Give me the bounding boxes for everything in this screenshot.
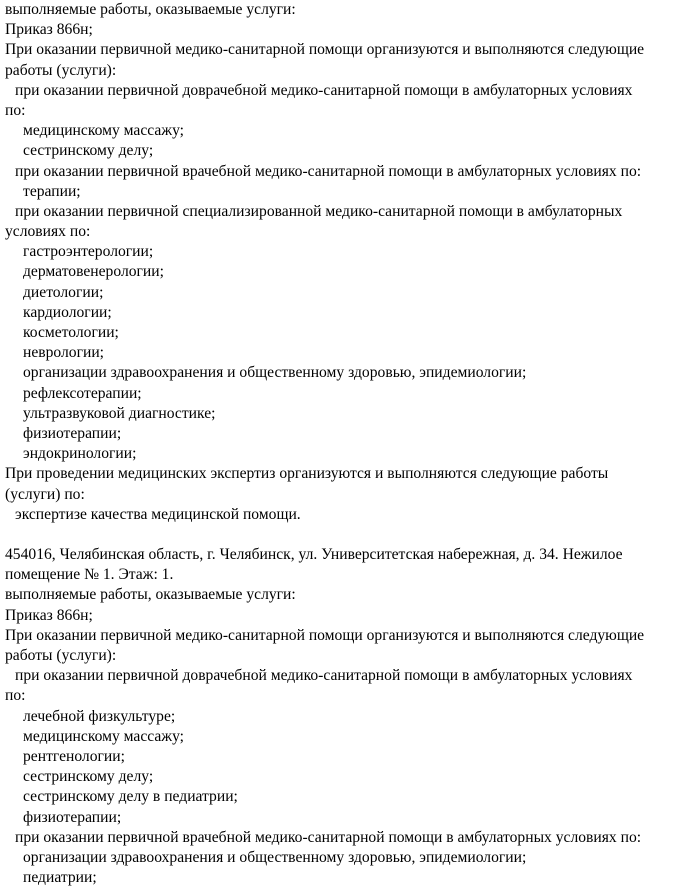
block1-text-line: гастроэнтерологии;: [23, 243, 154, 261]
block2-text-line: 454016, Челябинская область, г. Челябинск, ул. Университетская набережная, д. 34. Нежилое: [5, 546, 623, 564]
block1-text-line: диетологии;: [23, 283, 104, 301]
block1-text-line: организации здравоохранения и общественному здоровью, эпидемиологии;: [23, 364, 527, 382]
block1-text-line: дерматовенерологии;: [23, 263, 164, 281]
block1-text-line: неврологии;: [23, 344, 105, 362]
block1-text-line: по:: [5, 101, 26, 119]
block1-text-line: При проведении медицинских экспертиз организуются и выполняются следующие работы: [5, 465, 609, 483]
block-separator: [5, 525, 695, 545]
block2-text-line: при оказании первичной врачебной медико-санитарной помощи в амбулаторных условиях по:: [15, 828, 642, 846]
block2-text-line: При оказании первичной медико-санитарной помощи организуются и выполняются следующие: [5, 626, 645, 644]
block1-text-line: при оказании первичной специализированной медико-санитарной помощи в амбулаторных: [15, 202, 623, 220]
block1-text-line: Приказ 866н;: [5, 21, 93, 39]
block2-text-line: по:: [5, 687, 26, 705]
license-block-2: [5, 545, 695, 888]
block1-text-line: экспертизе качества медицинской помощи.: [15, 505, 301, 523]
block1-text-line: (услуги) по:: [5, 485, 85, 503]
block2-text-line: педиатрии;: [23, 869, 97, 887]
block2-text-line: помещение № 1. Этаж: 1.: [5, 566, 174, 584]
block2-text-line: медицинскому массажу;: [23, 727, 185, 745]
block2-text-line: сестринскому делу в педиатрии;: [23, 788, 238, 806]
block2-text-line: Приказ 866н;: [5, 606, 93, 624]
block2-text-line: работы (услуги):: [5, 647, 117, 664]
block1-text-line: кардиологии;: [23, 303, 112, 321]
block1-text-line: при оказании первичной врачебной медико-санитарной помощи в амбулаторных условиях по:: [15, 162, 642, 180]
block1-text-line: медицинскому массажу;: [23, 122, 185, 140]
block1-text-line: терапии;: [23, 182, 81, 200]
block2-text-line: лечебной физкультуре;: [23, 707, 176, 725]
block1-text-line: выполняемые работы, оказываемые услуги:: [5, 1, 296, 18]
block2-text-line: выполняемые работы, оказываемые услуги:: [5, 586, 296, 604]
block1-text-line: работы (услуги):: [5, 61, 117, 79]
block1-text-line: условиях по:: [5, 223, 91, 241]
block1-text-line: физиотерапии;: [23, 424, 122, 442]
block2-text-line: при оказании первичной доврачебной медико-санитарной помощи в амбулаторных условиях: [15, 667, 633, 685]
block2-text-line: сестринскому делу;: [23, 768, 154, 786]
block2-text-line: физиотерапии;: [23, 808, 122, 826]
license-block-1: [5, 0, 695, 525]
block1-text-line: сестринскому делу;: [23, 142, 154, 160]
block1-text-line: косметологии;: [23, 324, 119, 341]
block2-text-line: организации здравоохранения и общественному здоровью, эпидемиологии;: [23, 848, 527, 866]
block1-text-line: При оказании первичной медико-санитарной помощи организуются и выполняются следующие: [5, 41, 645, 59]
block1-text-line: ультразвуковой диагностике;: [23, 404, 216, 422]
block1-text-line: рефлексотерапии;: [23, 384, 142, 402]
block1-text-line: при оказании первичной доврачебной медико-санитарной помощи в амбулаторных условиях: [15, 81, 633, 99]
document-page: [5, 0, 695, 888]
block1-text-line: эндокринологии;: [23, 445, 137, 463]
block2-text-line: рентгенологии;: [23, 747, 125, 765]
